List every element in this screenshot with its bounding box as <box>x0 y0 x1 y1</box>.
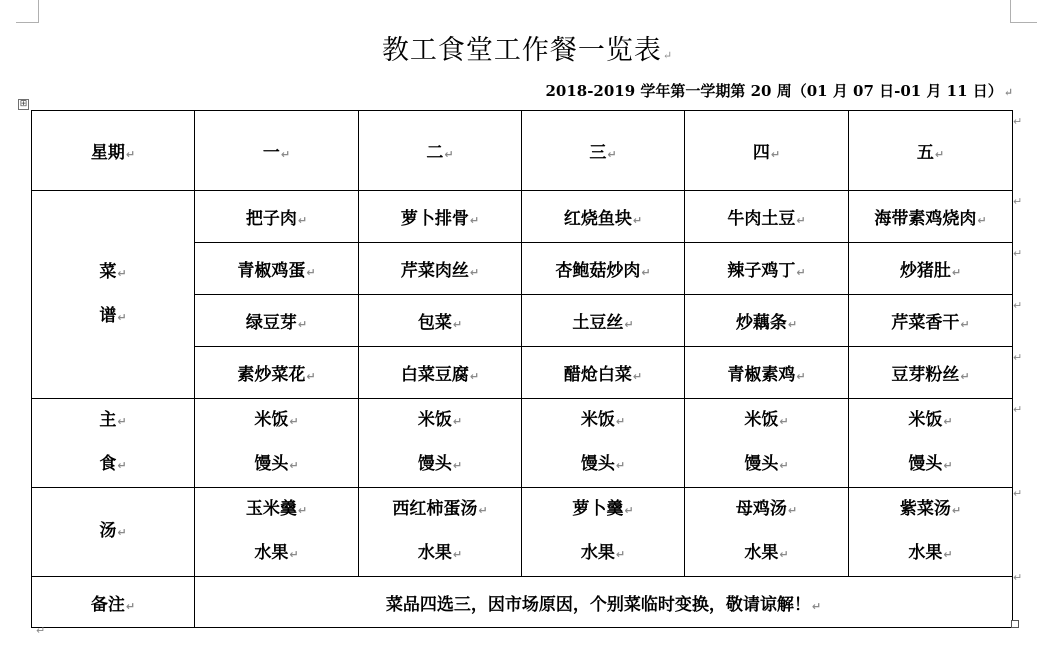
staple-cell: 米饭↵ 馒头↵ <box>522 399 685 488</box>
soup-cell: 母鸡汤↵ 水果↵ <box>685 488 849 577</box>
dish-cell: 豆芽粉丝↵ <box>849 347 1013 399</box>
dish-cell: 土豆丝↵ <box>522 295 685 347</box>
day-header-tue: 二↵ <box>359 111 522 191</box>
row-end-mark: ↵ <box>1013 571 1023 584</box>
day-header-mon: 一↵ <box>195 111 359 191</box>
page-corner-top-left <box>16 0 39 23</box>
soup-cell: 西红柿蛋汤↵ 水果↵ <box>359 488 522 577</box>
dish-cell: 包菜↵ <box>359 295 522 347</box>
staple-cell: 米饭↵ 馒头↵ <box>685 399 849 488</box>
dish-cell: 绿豆芽↵ <box>195 295 359 347</box>
day-header-fri: 五↵ <box>849 111 1013 191</box>
dish-cell: 辣子鸡丁↵ <box>685 243 849 295</box>
remark-text-cell: 菜品四选三，因市场原因，个别菜临时变换，敬请谅解！↵ <box>195 577 1013 628</box>
document-title: 教工食堂工作餐一览表↵ <box>381 35 674 66</box>
dish-cell: 芹菜肉丝↵ <box>359 243 522 295</box>
weekday-label-cell: 星期↵ <box>32 111 195 191</box>
staple-row <box>32 399 1013 488</box>
row-end-mark: ↵ <box>1013 195 1023 208</box>
staple-cell: 米饭↵ 馒头↵ <box>359 399 522 488</box>
dishes-label-cell: 菜↵ 谱↵ <box>32 191 195 399</box>
dish-cell: 把子肉↵ <box>195 191 359 243</box>
soup-cell: 萝卜羹↵ 水果↵ <box>522 488 685 577</box>
row-end-mark: ↵ <box>1013 403 1023 416</box>
soup-cell: 紫菜汤↵ 水果↵ <box>849 488 1013 577</box>
dish-cell: 萝卜排骨↵ <box>359 191 522 243</box>
dish-cell: 红烧鱼块↵ <box>522 191 685 243</box>
day-header-thu: 四↵ <box>685 111 849 191</box>
table-move-handle-icon[interactable]: ⊞ <box>19 99 28 109</box>
dish-cell: 炒猪肚↵ <box>849 243 1013 295</box>
menu-table <box>31 110 1013 628</box>
week-subtitle: 2018-2019 学年第一学期第 20 周（01 月 07 日-01 月 11 日）↵ <box>545 82 1013 100</box>
dish-cell: 青椒素鸡↵ <box>685 347 849 399</box>
row-end-mark: ↵ <box>1013 299 1023 312</box>
dish-cell: 海带素鸡烧肉↵ <box>849 191 1013 243</box>
dish-cell: 炒藕条↵ <box>685 295 849 347</box>
soup-cell: 玉米羹↵ 水果↵ <box>195 488 359 577</box>
dish-cell: 牛肉土豆↵ <box>685 191 849 243</box>
staple-cell: 米饭↵ 馒头↵ <box>195 399 359 488</box>
dish-cell: 素炒菜花↵ <box>195 347 359 399</box>
dish-row <box>32 191 1013 243</box>
soup-label-cell: 汤↵ <box>32 488 195 577</box>
dish-cell: 芹菜香干↵ <box>849 295 1013 347</box>
dish-cell: 白菜豆腐↵ <box>359 347 522 399</box>
row-end-mark: ↵ <box>1013 487 1023 500</box>
dish-cell: 杏鲍菇炒肉↵ <box>522 243 685 295</box>
remark-row <box>32 577 1013 628</box>
table-header-row <box>32 111 1013 191</box>
page-corner-top-right <box>1010 0 1037 23</box>
row-end-mark: ↵ <box>1013 351 1023 364</box>
row-end-mark: ↵ <box>1013 115 1023 128</box>
table-resize-handle[interactable] <box>1011 620 1019 628</box>
dish-cell: 青椒鸡蛋↵ <box>195 243 359 295</box>
remark-label-cell: 备注↵ <box>32 577 195 628</box>
day-header-wed: 三↵ <box>522 111 685 191</box>
row-end-mark: ↵ <box>1013 247 1023 260</box>
dish-cell: 醋炝白菜↵ <box>522 347 685 399</box>
staple-cell: 米饭↵ 馒头↵ <box>849 399 1013 488</box>
end-paragraph-mark: ↵ <box>36 624 46 637</box>
staple-label-cell: 主↵ 食↵ <box>32 399 195 488</box>
soup-row <box>32 488 1013 577</box>
